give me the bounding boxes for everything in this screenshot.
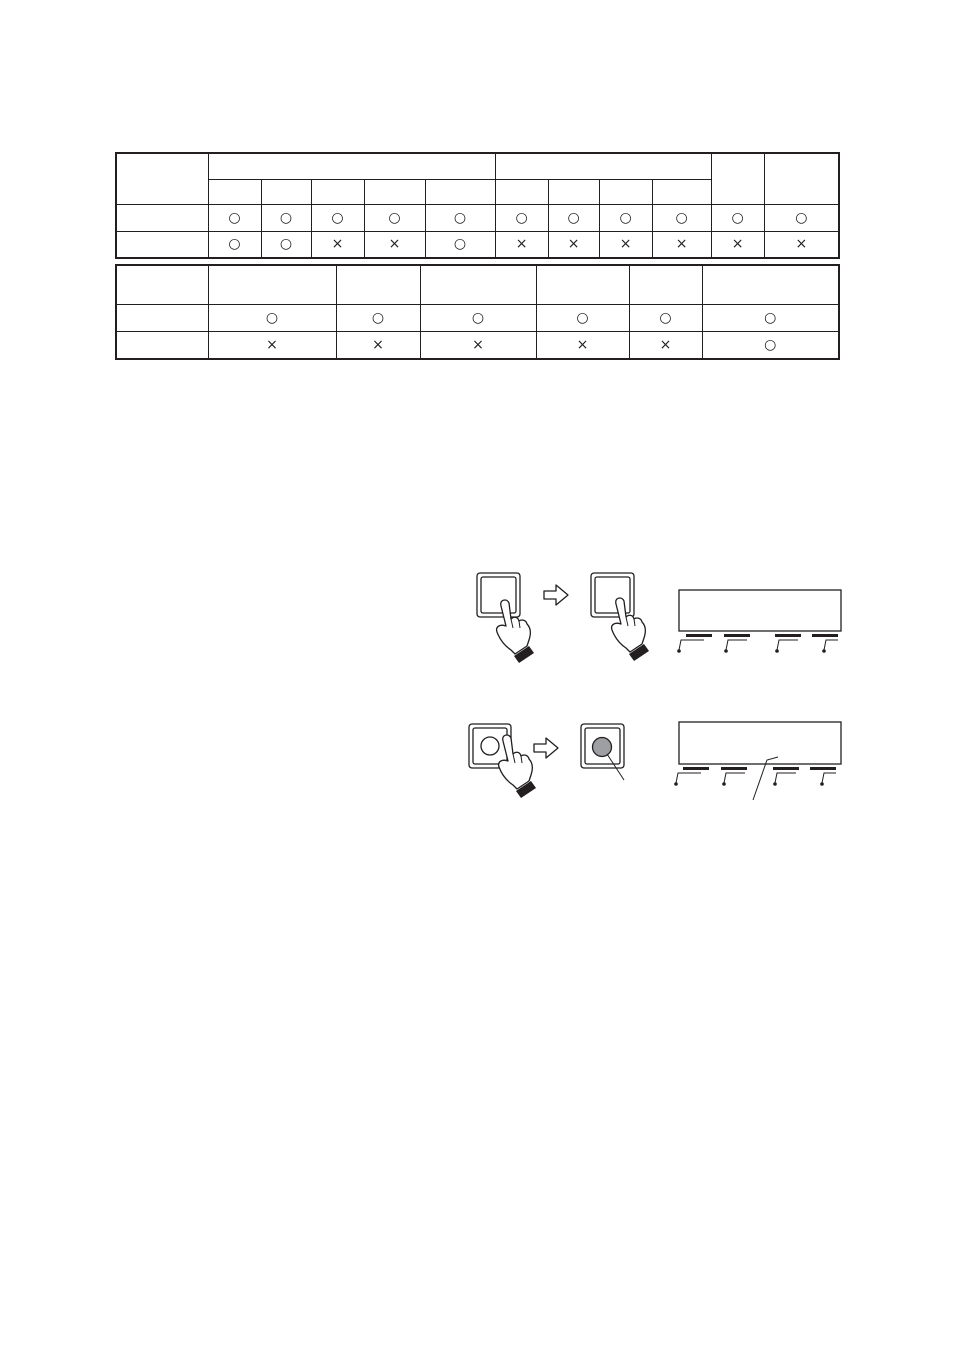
status-mark: ○ <box>364 204 425 231</box>
arrow-right-icon <box>544 585 568 605</box>
status-mark: × <box>364 231 425 258</box>
display-panel-icon <box>677 590 841 653</box>
hand-pointer-icon <box>499 735 536 798</box>
status-mark: ○ <box>599 204 652 231</box>
status-mark: × <box>336 331 420 359</box>
status-mark: ○ <box>425 231 495 258</box>
status-mark: ○ <box>536 304 629 331</box>
status-mark: ○ <box>764 204 839 231</box>
status-mark: ○ <box>311 204 364 231</box>
push-button-lit-icon <box>581 724 624 780</box>
arrow-right-icon <box>534 738 558 758</box>
status-mark: ○ <box>629 304 702 331</box>
status-mark: × <box>599 231 652 258</box>
status-mark: ○ <box>495 204 548 231</box>
push-button-icon <box>591 573 634 617</box>
display-panel-icon <box>674 722 841 800</box>
status-mark: × <box>420 331 536 359</box>
status-mark: × <box>764 231 839 258</box>
status-mark: × <box>208 331 336 359</box>
status-mark: ○ <box>548 204 599 231</box>
status-mark: ○ <box>208 231 261 258</box>
status-mark: × <box>311 231 364 258</box>
status-mark: ○ <box>702 304 839 331</box>
status-mark: ○ <box>711 204 764 231</box>
status-mark: ○ <box>208 204 261 231</box>
push-button-icon <box>477 573 520 617</box>
status-mark: × <box>629 331 702 359</box>
status-mark: ○ <box>336 304 420 331</box>
status-mark: ○ <box>425 204 495 231</box>
status-mark: × <box>652 231 711 258</box>
status-mark: ○ <box>702 331 839 359</box>
status-mark: ○ <box>261 204 311 231</box>
status-mark: ○ <box>261 231 311 258</box>
status-mark: × <box>548 231 599 258</box>
status-mark: × <box>711 231 764 258</box>
status-mark: × <box>495 231 548 258</box>
status-mark: ○ <box>652 204 711 231</box>
status-mark: ○ <box>420 304 536 331</box>
status-mark: × <box>536 331 629 359</box>
status-mark: ○ <box>208 304 336 331</box>
